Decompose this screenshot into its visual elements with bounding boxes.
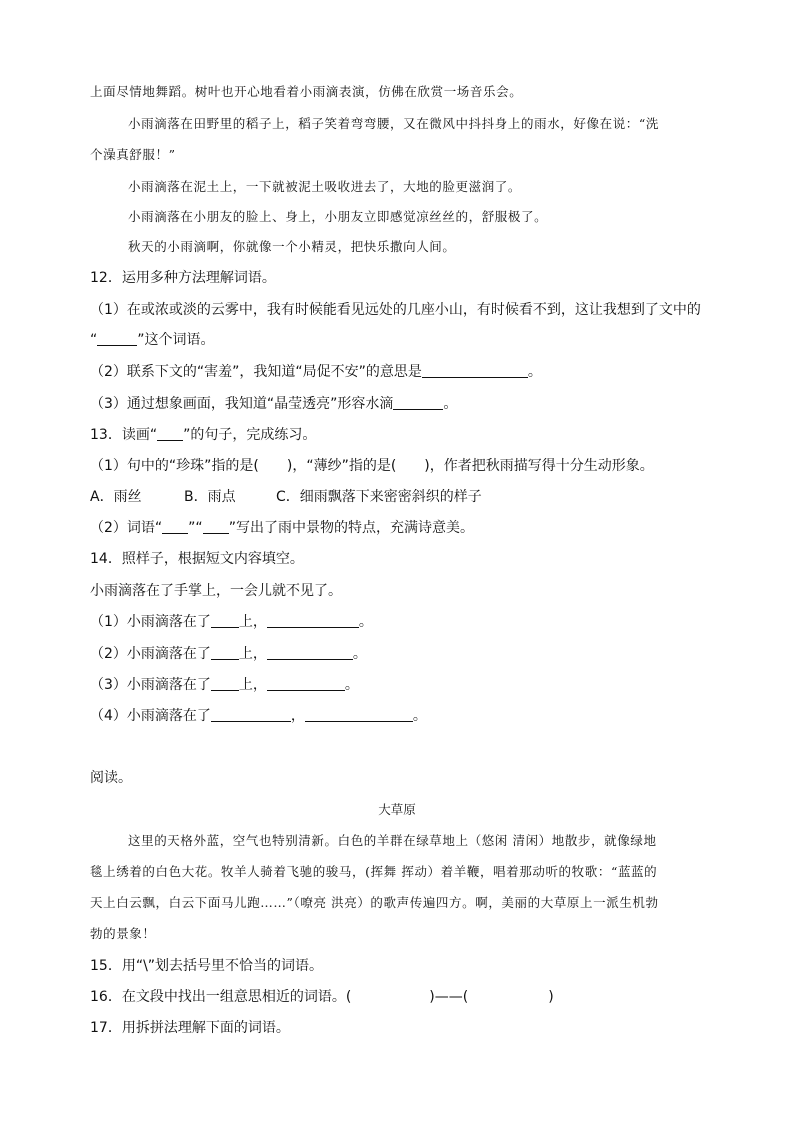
passage-line: 上面尽情地舞蹈。树叶也开心地看着小雨滴表演，仿佛在欣赏一场音乐会。 (90, 84, 523, 99)
text: 16．在文段中找出一组意思相近的词语。( (90, 989, 352, 1005)
reading-title: 大草原 (378, 802, 416, 817)
answer-blank[interactable] (267, 613, 359, 628)
answer-blank[interactable] (97, 331, 137, 346)
passage-line: 小雨滴落在小朋友的脸上、身上，小朋友立即感觉凉丝丝的，舒服极了。 (128, 209, 548, 224)
text: ， (290, 708, 305, 724)
text: （1）小雨滴落在了 (90, 614, 211, 630)
reading-label: 阅读。 (90, 770, 132, 786)
answer-blank[interactable] (211, 613, 239, 628)
question-12-part-3 (90, 394, 457, 414)
answer-blank[interactable] (267, 645, 353, 660)
question-12-stem: 12．运用多种方法理解词语。 (90, 270, 276, 286)
question-13-stem (90, 425, 316, 445)
answer-blank[interactable] (305, 707, 413, 722)
text: 上， (238, 646, 267, 662)
reading-line: 这里的天格外蓝，空气也特别清新。白色的羊群在绿草地上（悠闲 清闲）地散步，就像绿地 (128, 833, 657, 848)
answer-blank[interactable] (211, 676, 239, 691)
text: 上， (238, 614, 267, 630)
reading-line: 天上白云飘，白云下面马儿跑……”（嘹亮 洪亮）的歌声传遍四方。啊，美丽的大草原上一派生机勃 (90, 895, 659, 910)
question-13-options (90, 487, 482, 507)
text: （3）小雨滴落在了 (90, 677, 211, 693)
answer-blank[interactable] (211, 645, 239, 660)
question-14-example: 小雨滴落在了手掌上，一会儿就不见了。 (90, 583, 342, 599)
reading-line: 勃的景象！ (90, 926, 156, 941)
text: 13．读画“ (90, 427, 158, 443)
passage-line: 小雨滴落在泥土上，一下就被泥土吸收进去了，大地的脸更滋润了。 (128, 179, 522, 194)
answer-blank[interactable] (157, 426, 183, 441)
text: ”的句子，完成练习。 (183, 427, 317, 443)
text: （2）词语“ (90, 520, 163, 536)
question-12-part-1: （1）在或浓或淡的云雾中，我有时候能看见远处的几座小山，有时候看不到，这让我想到了文中的 (90, 302, 701, 318)
answer-blank[interactable] (203, 519, 229, 534)
text: 。 (358, 614, 373, 630)
answer-blank[interactable] (422, 363, 528, 378)
text: 。 (352, 646, 367, 662)
text: （3）通过想象画面，我知道“晶莹透亮”形容水滴 (90, 396, 394, 412)
answer-blank[interactable] (393, 395, 443, 410)
passage-line: 个澡真舒服！” (90, 147, 176, 162)
question-13-part-2 (90, 518, 474, 538)
question-14-stem: 14．照样子，根据短文内容填空。 (90, 551, 304, 567)
reading-line: 毯上绣着的白色大花。牧羊人骑着飞驰的骏马，(挥舞 挥动）着羊鞭，唱着那动听的牧歌：“蓝蓝的 (90, 864, 658, 879)
text: 。 (344, 677, 359, 693)
answer-blank[interactable] (267, 676, 345, 691)
text: 。 (527, 364, 542, 380)
text: 。 (412, 708, 427, 724)
question-13-part-1: （1）句中的“珍珠”指的是( )，“薄纱”指的是( )，作者把秋雨描写得十分生动形象。 (90, 458, 654, 474)
passage-line: 秋天的小雨滴啊，你就像一个小精灵，把快乐撒向人间。 (128, 239, 456, 254)
answer-blank[interactable] (162, 519, 188, 534)
text: ) (548, 989, 554, 1005)
question-14-part-2 (90, 644, 367, 664)
question-17: 17．用拆拼法理解下面的词语。 (90, 1020, 290, 1036)
option-a[interactable]: A．雨丝 (90, 489, 142, 505)
text: （2）联系下文的“害羞”，我知道“局促不安”的意思是 (90, 364, 422, 380)
question-16 (90, 987, 554, 1007)
text: 。 (443, 396, 458, 412)
question-15: 15．用“\”划去括号里不恰当的词语。 (90, 958, 324, 974)
option-b[interactable]: B．雨点 (184, 489, 236, 505)
text: ”写出了雨中景物的特点，充满诗意美。 (228, 520, 474, 536)
passage-line: 小雨滴落在田野里的稻子上，稻子笑着弯弯腰，又在微风中抖抖身上的雨水，好像在说：“洗 (128, 116, 659, 131)
question-14-part-4 (90, 706, 427, 726)
text: （4）小雨滴落在了 (90, 708, 211, 724)
text: ”这个词语。 (137, 332, 215, 348)
question-12-part-1-cont (90, 330, 215, 350)
text: 上， (238, 677, 267, 693)
answer-blank[interactable] (211, 707, 291, 722)
text: )——( (429, 989, 469, 1005)
question-14-part-3 (90, 675, 359, 695)
quote-open: “ (90, 332, 98, 348)
text: （2）小雨滴落在了 (90, 646, 211, 662)
question-12-part-2 (90, 362, 542, 382)
option-c[interactable]: C．细雨飘落下来密密斜织的样子 (276, 489, 482, 505)
text: ”“ (188, 520, 203, 536)
question-14-part-1 (90, 612, 373, 632)
